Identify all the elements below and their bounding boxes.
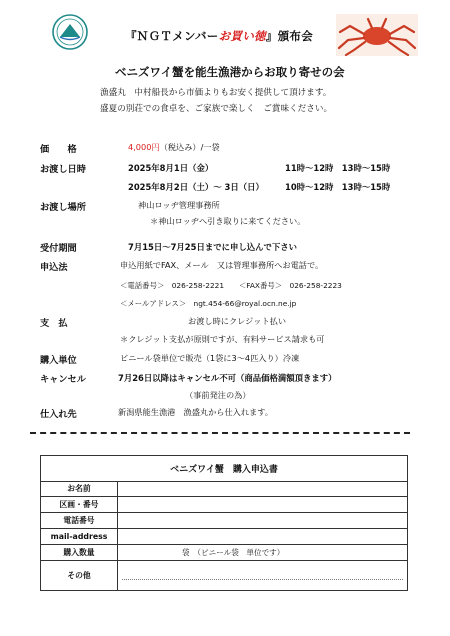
title-prefix: 『ＮＧＴメンバー (125, 29, 219, 43)
price-suffix: （税込み）/一袋 (159, 142, 220, 152)
place-label: お渡し場所 (40, 202, 86, 213)
price-value-line (128, 142, 220, 153)
form-mail-field[interactable] (118, 528, 408, 544)
form-qty-unit-text: 袋 （ビニール袋 単位です） (182, 547, 285, 557)
form-phone-field[interactable] (118, 513, 408, 529)
crab-image (336, 14, 418, 56)
form-row-qty (41, 544, 408, 560)
form-name-label: お名前 (41, 481, 118, 497)
order-form-table (40, 455, 408, 591)
period-value: 7月15日～7月25日までに申し込んで下さい (128, 242, 297, 252)
form-qty-field[interactable] (118, 544, 408, 560)
unit-value: ビニール袋単位で販売（1袋に3～4匹入り）冷凍 (120, 353, 300, 363)
price-value: 4,000円 (128, 142, 160, 152)
form-other-label: その他 (41, 560, 118, 590)
form-other-dotted-line (122, 579, 403, 580)
delivery-date-2: 2025年8月2日（土）～ 3日（日） (128, 182, 264, 192)
supplier-label: 仕入れ先 (40, 409, 77, 420)
period-label: 受付期間 (40, 243, 77, 254)
price-label: 価 格 (40, 144, 77, 155)
form-row-phone (41, 513, 408, 529)
form-title: ベニズワイ蟹 購入申込書 (41, 456, 408, 482)
delivery-time-2: 10時～12時 13時～15時 (285, 182, 391, 192)
intro-line-1: 漁盛丸 中村船長から市価よりもお安く提供して頂けます。 (100, 88, 332, 98)
form-row-mail (41, 528, 408, 544)
form-mail-label: mail-address (41, 528, 118, 544)
title-highlight: お買い徳 (218, 29, 266, 43)
form-section-field[interactable] (118, 497, 408, 513)
payment-note: ＊クレジット支払が原則ですが、有料サービス請求も可 (120, 334, 325, 344)
delivery-time-1: 11時～12時 13時～15時 (285, 163, 391, 173)
form-qty-label: 購入数量 (41, 544, 118, 560)
place-value: 神山ロッヂ管理事務所 (138, 200, 220, 210)
cut-line-divider (30, 432, 410, 434)
method-value: 申込用紙でFAX、メール 又は管理事務所へお電話で。 (120, 260, 324, 270)
payment-label: 支 払 (40, 318, 68, 329)
contact-email: ＜メールアドレス＞ ngt.454-66@royal.ocn.ne.jp (120, 299, 297, 308)
page-title (125, 28, 313, 44)
subtitle: ベニズワイ蟹を能生漁港からお取り寄せの会 (115, 65, 345, 79)
unit-label: 購入単位 (40, 355, 77, 366)
intro-line-2: 盛夏の別荘での食卓を、ご家族で楽しく ご賞味ください。 (100, 104, 333, 114)
place-note: ＊神山ロッヂへ引き取りに来てください。 (150, 216, 306, 226)
title-suffix: 』頒布会 (265, 29, 314, 43)
delivery-date-1: 2025年8月1日（金） (128, 163, 214, 173)
form-row-other (41, 560, 408, 590)
form-phone-label: 電話番号 (41, 513, 118, 529)
form-row-section (41, 497, 408, 513)
supplier-value: 新潟県能生漁港 漁盛丸から仕入れます。 (118, 407, 273, 417)
delivery-label: お渡し日時 (40, 164, 86, 175)
cancel-value: 7月26日以降はキャンセル不可（商品価格満額頂きます） (118, 373, 337, 383)
contact-phone-fax: ＜電話番号＞ 026-258-2221 ＜FAX番号＞ 026-258-2223 (120, 281, 342, 290)
cancel-label: キャンセル (40, 374, 86, 385)
form-header-row (41, 456, 408, 482)
form-other-field[interactable] (118, 560, 408, 590)
form-row-name (41, 481, 408, 497)
cancel-note: （事前発注の為） (185, 390, 251, 400)
payment-value: お渡し時にクレジット払い (188, 316, 287, 326)
form-name-field[interactable] (118, 481, 408, 497)
logo-icon (52, 14, 88, 50)
method-label: 申込法 (40, 262, 68, 273)
form-section-label: 区画・番号 (41, 497, 118, 513)
